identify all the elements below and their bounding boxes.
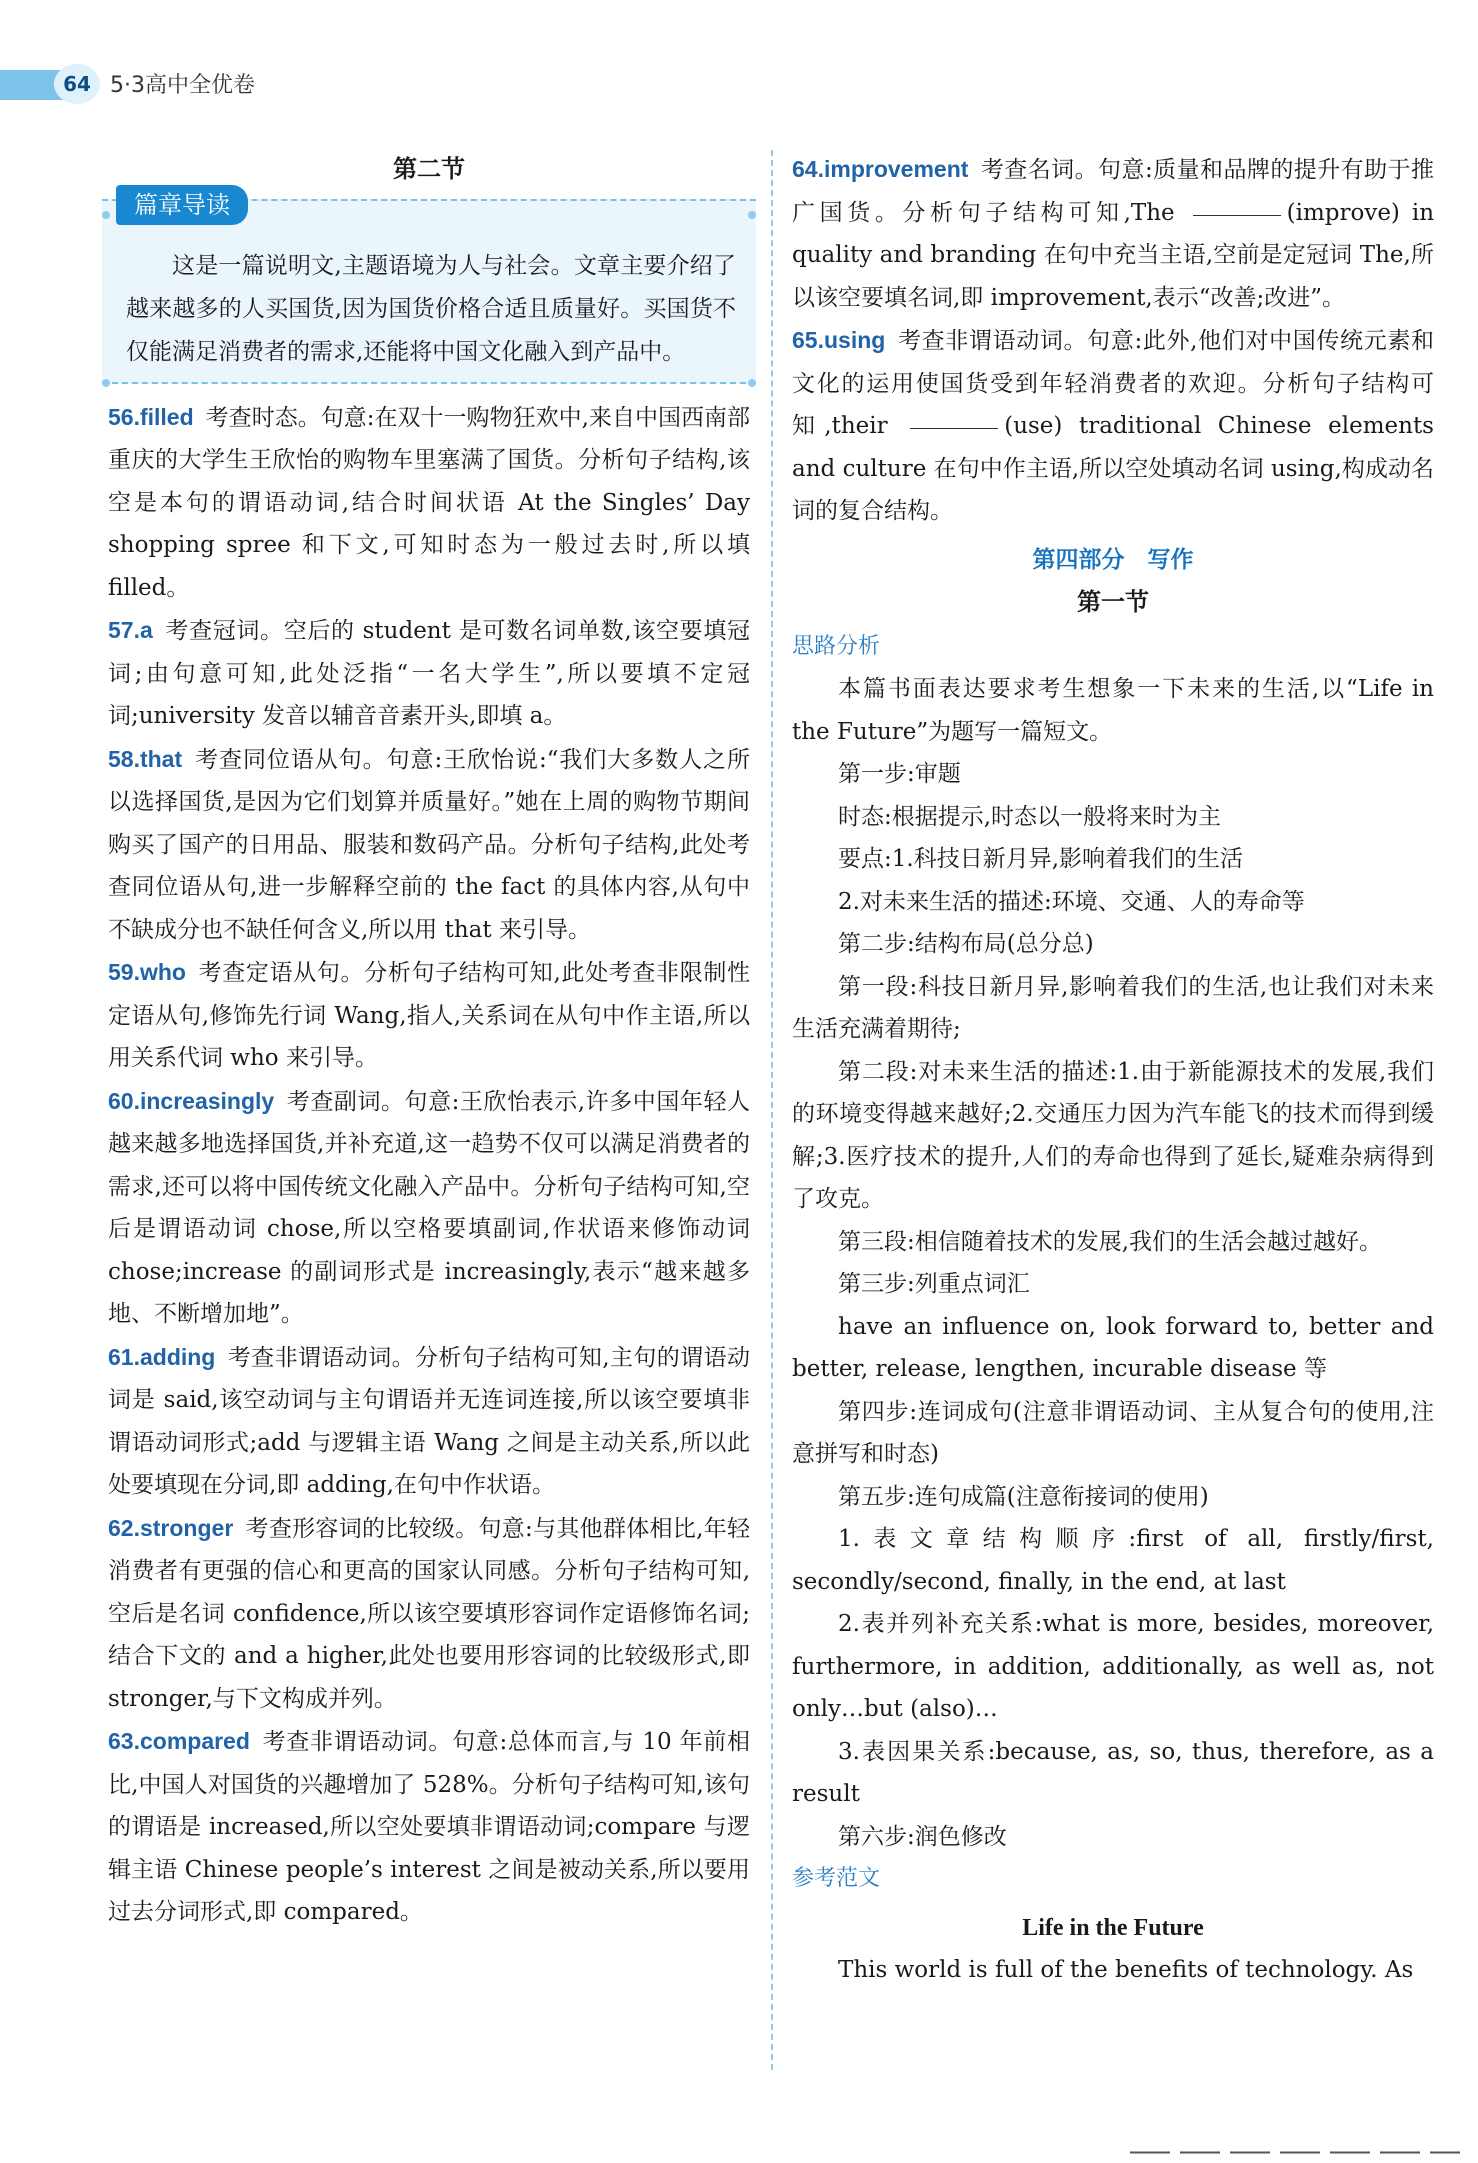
answer-text: 考查时态。句意:在双十一购物狂欢中,来自中国西南部重庆的大学生王欣怡的购物车里塞满了国货。分析句子结构,该空是本句的谓语动词,结合时间状语 At the Singles’ Day shopping spree 和下文,可知时态为一般过去时,所以填 filled。 xyxy=(108,404,750,601)
page-header xyxy=(0,62,560,108)
answer-number: 56.filled xyxy=(108,403,194,430)
answer-text: 考查副词。句意:王欣怡表示,许多中国年轻人越来越多地选择国货,并补充道,这一趋势不仅可以满足消费者的需求,还可以将中国传统文化融入产品中。分析句子结构可知,空后是谓语动词 chose,所以空格要填副词,作状语来修饰动词 chose;increase 的副词形式是 increasingly,表示“越来越多地、不断增加地”。 xyxy=(108,1088,750,1327)
analysis-line: 要点:1.科技日新月异,影响着我们的生活 xyxy=(838,846,1244,872)
analysis-steps xyxy=(792,668,1434,1858)
answer-text: 考查形容词的比较级。句意:与其他群体相比,年轻消费者有更强的信心和更高的国家认同感。分析句子结构可知,空后是名词 confidence,所以该空要填形容词作定语修饰名词;结合下文的 and a higher,此处也要用形容词的比较级形式,即 stronger,与下文构成并列。 xyxy=(108,1515,750,1712)
analysis-line: 1.表文章结构顺序:first of all, firstly/first, secondly/second, finally, in the end, at last xyxy=(792,1526,1434,1595)
dot-icon xyxy=(748,379,756,387)
answer-item xyxy=(108,1507,750,1721)
answer-item xyxy=(108,396,750,610)
analysis-line: have an influence on, look forward to, better and better, release, lengthen, incurable disease 等 xyxy=(792,1313,1434,1382)
analysis-label: 思路分析 xyxy=(792,633,881,659)
footer-rule xyxy=(1130,2151,1460,2154)
answer-text: 考查名词。句意:质量和品牌的提升有助于推广国货。分析句子结构可知,The xyxy=(792,157,1434,226)
part-title: 第四部分 写作 xyxy=(1032,546,1194,573)
analysis-line: 第五步:连句成篇(注意衔接词的使用) xyxy=(838,1483,1209,1510)
book-title: 5·3高中全优卷 xyxy=(110,73,255,98)
answer-item xyxy=(108,738,750,952)
answer-text: (use) traditional Chinese elements and culture 在句中作主语,所以空处填动名词 using,构成动名词的复合结构。 xyxy=(792,413,1434,524)
answer-text: 考查同位语从句。句意:王欣怡说:“我们大多数人之所以选择国货,是因为它们划算并质量好。”她在上周的购物节期间购买了国产的日用品、服装和数码产品。分析句子结构,此处考查同位语从句,进一步解释空前的 the fact 的具体内容,从句中不缺成分也不缺任何含义,所以用 that 来引导。 xyxy=(108,746,750,943)
section-title: 第一节 xyxy=(1077,587,1149,616)
essay-paragraph: This world is full of the benefits of technology. As xyxy=(838,1957,1414,1983)
analysis-line: 时态:根据提示,时态以一般将来时为主 xyxy=(838,803,1222,830)
answer-list xyxy=(108,396,750,1934)
answer-number: 62.stronger xyxy=(108,1514,234,1541)
analysis-line: 2.表并列补充关系:what is more, besides, moreover, furthermore, in addition, additionally, as well as, not only…but (also)… xyxy=(792,1611,1434,1722)
reading-guide-tag: 篇章导读 xyxy=(116,185,248,225)
reading-guide-text: 这是一篇说明文,主题语境为人与社会。文章主要介绍了越来越多的人买国货,因为国货价格合适且质量好。买国货不仅能满足消费者的需求,还能将中国文化融入到产品中。 xyxy=(126,252,736,365)
right-column xyxy=(792,148,1434,1992)
answer-item xyxy=(108,1336,750,1507)
analysis-line: 第一步:审题 xyxy=(838,761,961,787)
reading-guide-box xyxy=(102,190,756,384)
analysis-line: 本篇书面表达要求考生想象一下未来的生活,以“Life in the Future”为题写一篇短文。 xyxy=(792,676,1434,745)
analysis-line: 第三步:列重点词汇 xyxy=(838,1271,1030,1297)
analysis-line: 第二段:对未来生活的描述:1.由于新能源技术的发展,我们的环境变得越来越好;2.交通压力因为汽车能飞的技术而得到缓解;3.医疗技术的提升,人们的寿命也得到了延长,疑难杂病得到了攻克。 xyxy=(792,1058,1434,1212)
left-column xyxy=(108,148,750,1934)
answer-text: 考查定语从句。分析句子结构可知,此处考查非限制性定语从句,修饰先行词 Wang,指人,关系词在从句中作主语,所以用关系代词 who 来引导。 xyxy=(108,960,750,1071)
answer-text: 考查非谓语动词。句意:总体而言,与 10 年前相比,中国人对国货的兴趣增加了 528%。分析句子结构可知,该句的谓语是 increased,所以空处要填非谓语动词;compare 与逻辑主语 Chinese people’s interest 之间是被动关系,所以要用过去分词形式,即 compared。 xyxy=(108,1729,750,1925)
analysis-line: 第六步:润色修改 xyxy=(838,1823,1007,1850)
answer-item xyxy=(108,951,750,1080)
page-number: 64 xyxy=(54,64,100,104)
answer-number: 63.compared xyxy=(108,1728,250,1754)
sample-label: 参考范文 xyxy=(792,1866,881,1891)
answer-number: 60.increasingly xyxy=(108,1087,275,1114)
analysis-line: 3.表因果关系:because, as, so, thus, therefore, as a result xyxy=(792,1738,1434,1807)
answer-number: 65.using xyxy=(792,327,886,353)
essay-title: Life in the Future xyxy=(1022,1914,1204,1941)
column-divider xyxy=(771,150,773,2070)
dot-icon xyxy=(102,211,110,219)
dot-icon xyxy=(748,211,756,219)
section-title: 第二节 xyxy=(393,154,465,183)
blank-line xyxy=(910,427,998,429)
analysis-line: 第二步:结构布局(总分总) xyxy=(838,931,1094,957)
dot-icon xyxy=(102,379,110,387)
blank-line xyxy=(1193,214,1281,216)
answer-text: 考查冠词。空后的 student 是可数名词单数,该空要填冠词;由句意可知,此处泛指“一名大学生”,所以要填不定冠词;university 发音以辅音音素开头,即填 a。 xyxy=(108,618,750,729)
answer-text: 考查非谓语动词。句意:此外,他们对中国传统元素和文化的运用使国货受到年轻消费者的欢迎。分析句子结构可知,their xyxy=(792,328,1434,439)
answer-text: 考查非谓语动词。分析句子结构可知,主句的谓语动词是 said,该空动词与主句谓语并无连词连接,所以该空要填非谓语动词形式;add 与逻辑主语 Wang 之间是主动关系,所以此处要填现在分词,即 adding,在句中作状语。 xyxy=(108,1344,750,1498)
answer-item xyxy=(108,609,750,738)
answer-item xyxy=(108,1080,750,1336)
answer-number: 64.improvement xyxy=(792,156,969,182)
answer-number: 58.that xyxy=(108,745,183,772)
answer-number: 61.adding xyxy=(108,1343,216,1370)
analysis-line: 2.对未来生活的描述:环境、交通、人的寿命等 xyxy=(838,888,1305,915)
answer-item xyxy=(792,319,1434,533)
answer-item xyxy=(108,1720,750,1934)
analysis-line: 第三段:相信随着技术的发展,我们的生活会越过越好。 xyxy=(838,1228,1383,1255)
answer-item xyxy=(792,148,1434,319)
answer-number: 59.who xyxy=(108,959,186,985)
analysis-line: 第一段:科技日新月异,影响着我们的生活,也让我们对未来生活充满着期待; xyxy=(792,973,1434,1042)
answer-number: 57.a xyxy=(108,617,153,643)
analysis-line: 第四步:连词成句(注意非谓语动词、主从复合句的使用,注意拼写和时态) xyxy=(792,1398,1434,1467)
answer-text: (improve) in quality and branding 在句中充当主语,空前是定冠词 The,所以该空要填名词,即 improvement,表示“改善;改进”。 xyxy=(792,199,1435,311)
